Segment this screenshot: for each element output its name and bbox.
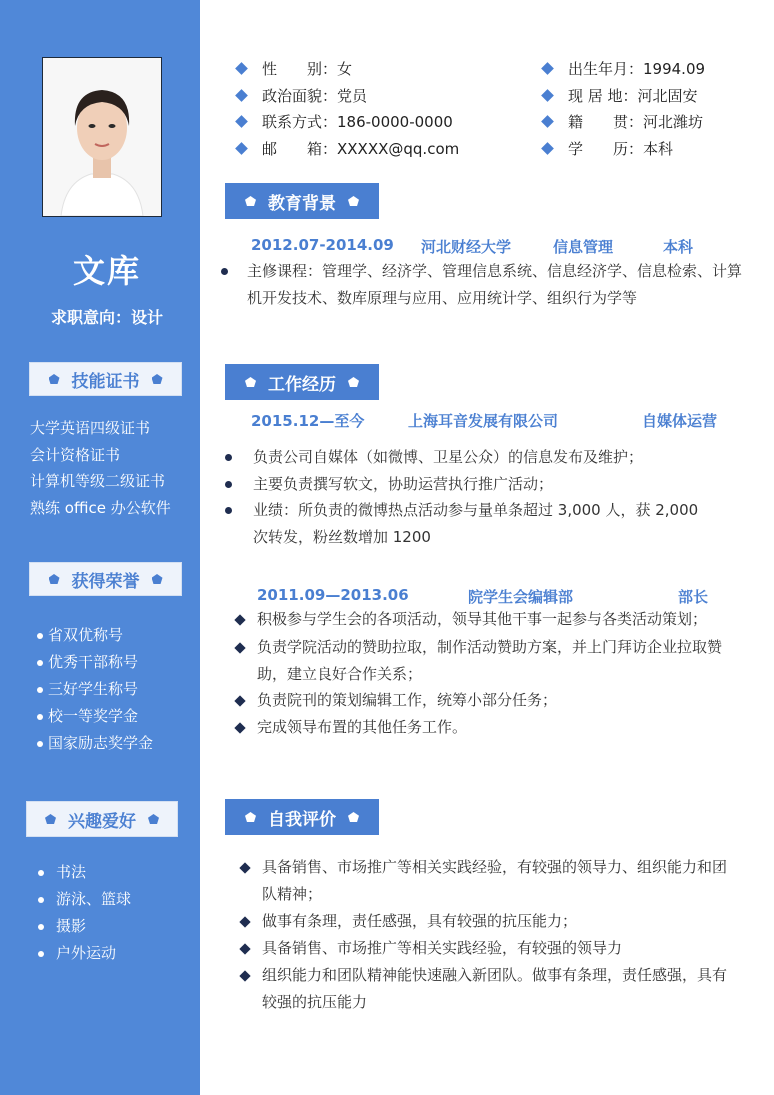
- list-item: 积极参与学生会的各项活动，领导其他干事一起参与各类活动策划；: [233, 606, 738, 633]
- skills-list: [30, 415, 171, 521]
- info-degree: 学 历：本科: [543, 135, 673, 161]
- bullet-icon: [37, 741, 43, 747]
- pentagon-icon: [152, 374, 163, 384]
- diamond-icon: [235, 115, 248, 128]
- list-item: 会计资格证书: [30, 445, 121, 464]
- diamond-icon: [541, 62, 554, 75]
- portrait-image: [43, 58, 161, 216]
- diamond-icon: [235, 142, 248, 155]
- list-item: 校一等奖学金: [48, 707, 139, 725]
- list-item: 做事有条理，责任感强，具有较强的抗压能力；: [238, 908, 738, 935]
- pentagon-icon: [245, 196, 256, 206]
- bullet-icon: [225, 454, 232, 461]
- diamond-icon: [541, 89, 554, 102]
- bullet-icon: [37, 714, 43, 720]
- bullet-icon: [38, 897, 44, 903]
- pentagon-icon: [245, 377, 256, 387]
- diamond-icon: [235, 62, 248, 75]
- profile-photo: [42, 57, 162, 217]
- list-item: 计算机等级二级证书: [30, 472, 166, 490]
- list-item: 负责学院活动的赞助拉取，制作活动赞助方案，并上门拜访企业拉取赞助，建立良好合作关系；: [233, 634, 738, 688]
- list-item: 书法: [56, 863, 87, 881]
- bullet-icon: [37, 633, 43, 639]
- bullet-icon: [225, 507, 232, 514]
- job2-position: 部长: [678, 588, 709, 606]
- list-item: 熟练 office 办公软件: [30, 498, 171, 517]
- hobbies-list: [38, 859, 131, 967]
- info-gender: 性 别：女: [237, 55, 352, 81]
- info-birth: 出生年月：1994.09: [543, 55, 705, 81]
- list-item: 主要负责撰写软文，协助运营执行推广活动；: [225, 471, 705, 498]
- job-intent: 求职意向：设计: [50, 308, 163, 327]
- education-courses: 主修课程：管理学、经济学、管理信息系统、信息经济学、信息检索、计算机开发技术、数库原理与应用、应用统计学、组织行为学等: [221, 258, 751, 312]
- list-item: 业绩：所负责的微博热点活动参与量单条超过 3,000 人，获 2,000 次转发，粉丝数增加 1200: [225, 497, 705, 551]
- bullet-icon: [38, 870, 44, 876]
- list-item: 游泳、篮球: [56, 890, 132, 908]
- pentagon-icon: [348, 196, 359, 206]
- honors-section-title: [29, 562, 182, 596]
- diamond-icon: [541, 115, 554, 128]
- education-title-text: 教育背景: [268, 193, 336, 214]
- sidebar: [0, 0, 200, 1095]
- hobbies-title-text: 兴趣爱好: [68, 811, 136, 832]
- list-item: 大学英语四级证书: [30, 419, 151, 437]
- info-contact: 联系方式：186-0000-0000: [237, 108, 453, 134]
- list-item: 摄影: [56, 917, 87, 935]
- education-period: 2012.07-2014.09: [251, 236, 394, 254]
- education-school: 河北财经大学: [421, 238, 512, 256]
- education-major: 信息管理: [553, 238, 614, 256]
- bullet-icon: [37, 687, 43, 693]
- job1-position: 自媒体运营: [642, 412, 718, 430]
- self-eval-title-text: 自我评价: [268, 809, 336, 830]
- pentagon-icon: [148, 814, 159, 824]
- list-item: 优秀干部称号: [48, 653, 139, 671]
- job1-company: 上海耳音发展有限公司: [408, 412, 559, 430]
- pentagon-icon: [348, 377, 359, 387]
- info-residence: 现 居 地：河北固安: [543, 82, 698, 108]
- diamond-icon: [541, 142, 554, 155]
- pentagon-icon: [45, 814, 56, 824]
- bullet-icon: [221, 268, 228, 275]
- list-item: 国家励志奖学金: [48, 734, 154, 752]
- job1-period: 2015.12—至今: [251, 412, 365, 430]
- info-email: 邮 箱：XXXXX@qq.com: [237, 135, 459, 161]
- bullet-icon: [225, 481, 232, 488]
- candidate-name: 文库: [72, 252, 141, 290]
- diamond-icon: [235, 89, 248, 102]
- hobbies-section-title: [26, 801, 178, 837]
- list-item: 三好学生称号: [48, 680, 139, 698]
- info-politics: 政治面貌：党员: [237, 82, 367, 108]
- info-origin: 籍 贯：河北潍坊: [543, 108, 703, 134]
- skills-section-title: [29, 362, 182, 396]
- job2-company: 院学生会编辑部: [468, 588, 574, 606]
- bullet-icon: [38, 951, 44, 957]
- work-section-title: [225, 364, 379, 400]
- education-section-title: [225, 183, 379, 219]
- list-item: 具备销售、市场推广等相关实践经验，有较强的领导力: [238, 935, 738, 962]
- education-level: 本科: [663, 238, 694, 256]
- bullet-icon: [37, 660, 43, 666]
- pentagon-icon: [245, 812, 256, 822]
- list-item: 负责公司自媒体（如微博、卫星公众）的信息发布及维护；: [225, 444, 705, 471]
- work-title-text: 工作经历: [268, 374, 336, 395]
- skills-title-text: 技能证书: [71, 371, 140, 392]
- list-item: 户外运动: [56, 944, 117, 962]
- list-item: 完成领导布置的其他任务工作。: [233, 714, 738, 741]
- pentagon-icon: [49, 374, 60, 384]
- list-item: 具备销售、市场推广等相关实践经验，有较强的领导力、组织能力和团队精神；: [238, 854, 738, 908]
- honors-list: [37, 622, 153, 757]
- pentagon-icon: [49, 574, 60, 584]
- pentagon-icon: [348, 812, 359, 822]
- list-item: 组织能力和团队精神能快速融入新团队。做事有条理，责任感强，具有较强的抗压能力: [238, 962, 738, 1016]
- job2-period: 2011.09—2013.06: [257, 586, 409, 604]
- bullet-icon: [38, 924, 44, 930]
- list-item: 负责院刊的策划编辑工作，统筹小部分任务；: [233, 687, 738, 714]
- list-item: 省双优称号: [48, 626, 124, 644]
- honors-title-text: 获得荣誉: [71, 571, 140, 592]
- self-eval-section-title: [225, 799, 379, 835]
- pentagon-icon: [152, 574, 163, 584]
